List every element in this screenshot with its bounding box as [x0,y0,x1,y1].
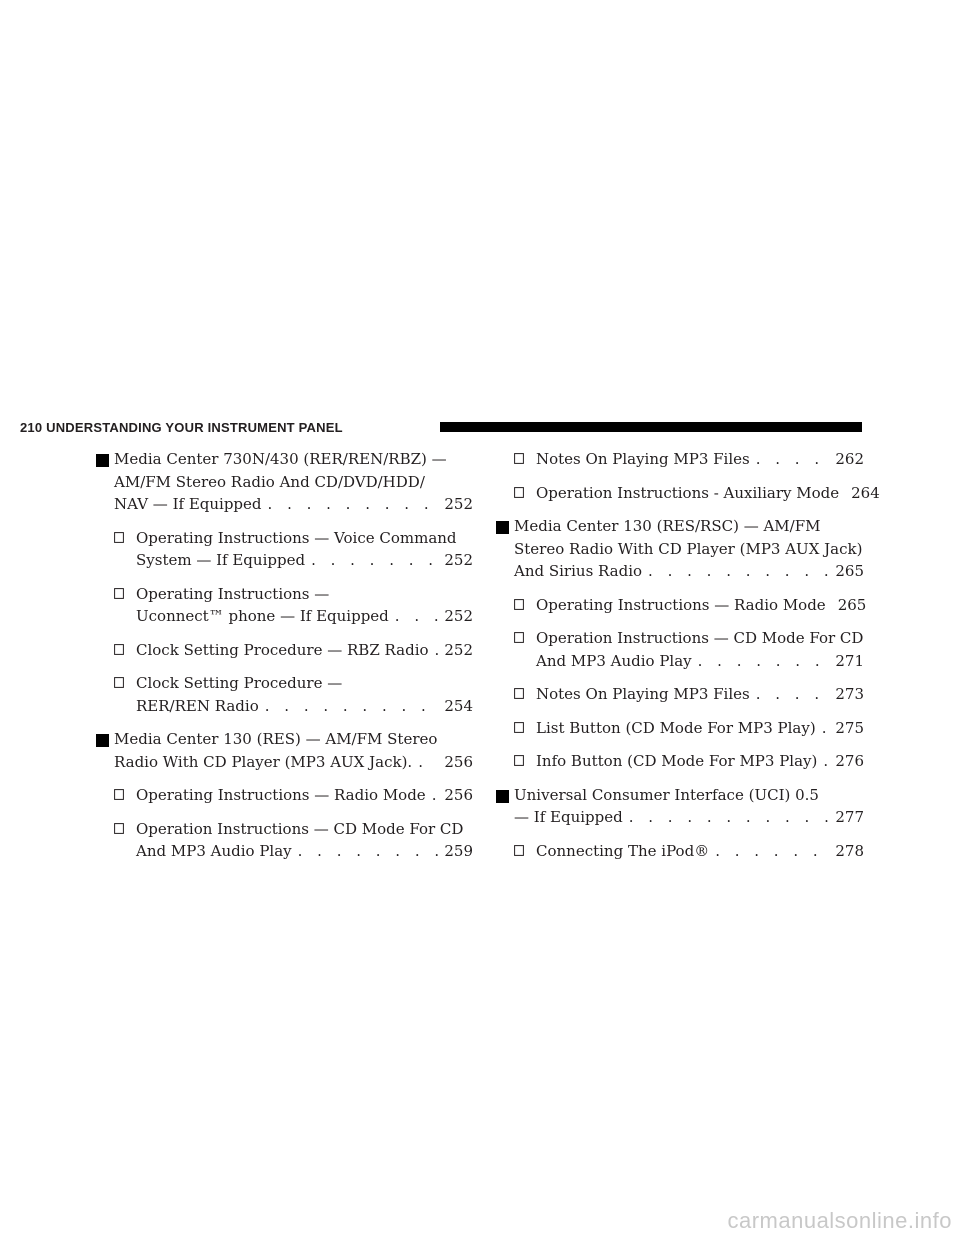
toc-entry[interactable] [114,583,473,628]
toc-entry-line: Universal Consumer Interface (UCI) 0.5 [514,785,819,804]
hollow-square-bullet-icon [114,789,124,800]
toc-entry-last-line [536,594,867,617]
toc-page-number: 273 [835,685,864,703]
toc-page-number: 252 [444,495,473,513]
dot-leader [418,751,438,774]
toc-page-number: 259 [444,842,473,860]
hollow-square-bullet-icon [114,644,124,655]
toc-page-number: 271 [835,651,864,670]
filled-square-bullet-icon [496,790,509,803]
toc-entry-last-line [136,784,473,807]
hollow-square-bullet-icon [514,755,524,766]
toc-entry-title: Info Button (CD Mode For MP3 Play) [536,752,818,770]
dot-leader [432,784,439,807]
toc-entry-line: Operating Instructions — Voice Command [136,528,457,547]
toc-entry-last-line [136,605,473,628]
hollow-square-bullet-icon [514,599,524,610]
hollow-square-bullet-icon [114,532,124,543]
toc-page-number: 256 [444,752,473,771]
toc-entry-title: RER/REN Radio [136,696,259,715]
toc-entry[interactable] [514,627,864,672]
dot-leader [698,650,830,673]
toc-page-number: 256 [444,786,473,804]
toc-entry[interactable] [514,683,864,706]
page-header-text: 210 UNDERSTANDING YOUR INSTRUMENT PANEL [20,420,343,435]
filled-square-bullet-icon [96,734,109,747]
toc-entry[interactable] [114,639,473,662]
toc-entry-title: — If Equipped [514,808,623,826]
toc-column-left [96,448,473,874]
toc-entry[interactable] [514,448,864,471]
toc-entry[interactable] [114,818,473,863]
hollow-square-bullet-icon [514,722,524,733]
toc-entry-line: Media Center 730N/430 (RER/REN/RBZ) — [114,450,447,468]
toc-page-number: 264 [851,483,880,502]
dot-leader [822,717,830,740]
toc-page-number: 265 [837,595,867,614]
toc-page-number: 252 [444,551,473,569]
toc-entry-line: Media Center 130 (RES) — AM/FM Stereo [114,730,438,748]
toc-entry-last-line [114,493,473,516]
toc-entry-last-line [136,840,473,863]
toc-entry-title: Uconnect™ phone — If Equipped [136,607,389,625]
hollow-square-bullet-icon [514,688,524,699]
toc-entry-last-line [536,717,864,740]
toc-entry-last-line [536,683,864,706]
toc-entry[interactable] [96,728,473,773]
toc-entry[interactable] [114,672,473,717]
toc-entry-title: And MP3 Audio Play [536,651,692,670]
dot-leader [629,806,830,829]
toc-entry-title: Connecting The iPod® [536,841,710,860]
toc-page-number: 276 [835,752,864,770]
toc-entry-line: Stereo Radio With CD Player (MP3 AUX Jack) [514,539,863,558]
toc-entry-title: System — If Equipped [136,551,306,569]
toc-entry-title: Operating Instructions — Radio Mode [536,595,826,614]
hollow-square-bullet-icon [514,487,524,498]
toc-page-number: 262 [835,450,864,468]
toc-entry-line: Operating Instructions — [136,584,330,603]
toc-entry-title: List Button (CD Mode For MP3 Play) [536,718,816,737]
dot-leader [265,695,439,718]
toc-entry-line: AM/FM Stereo Radio And CD/DVD/HDD/ [114,472,425,491]
toc-entry-line: Clock Setting Procedure — [136,674,343,692]
toc-entry[interactable] [96,448,473,516]
dot-leader [268,493,439,516]
dot-leader [715,840,829,863]
toc-entry[interactable] [496,784,864,829]
toc-entry-title: Operation Instructions - Auxiliary Mode [536,483,840,502]
toc-entry-title: And Sirius Radio [514,562,643,580]
toc-entry-last-line [514,806,864,829]
dot-leader [756,683,830,706]
filled-square-bullet-icon [96,454,109,467]
dot-leader [298,840,439,863]
dot-leader [823,750,829,773]
hollow-square-bullet-icon [114,823,124,834]
toc-entry[interactable] [514,482,880,505]
toc-entry-title: And MP3 Audio Play [136,842,292,860]
toc-entry-line: Operation Instructions — CD Mode For CD [536,629,864,647]
toc-entry-last-line [536,840,864,863]
hollow-square-bullet-icon [514,632,524,643]
toc-entry-line: Operation Instructions — CD Mode For CD [136,819,464,838]
page-header [20,419,862,437]
toc-entry-title: Clock Setting Procedure — RBZ Radio [136,640,429,659]
toc-entry[interactable] [514,594,867,617]
toc-entry-last-line [536,650,864,673]
toc-entry-last-line [536,750,864,773]
dot-leader [756,448,830,471]
toc-entry-last-line [136,549,473,572]
toc-entry[interactable] [114,784,473,807]
toc-entry-last-line [136,639,473,662]
dot-leader [435,639,439,662]
toc-page-number: 277 [835,808,864,826]
dot-leader [648,560,829,583]
toc-page-number: 252 [444,607,473,625]
toc-entry-last-line [536,482,880,505]
toc-page-number: 252 [444,640,473,659]
toc-entry[interactable] [496,515,864,583]
toc-entry[interactable] [514,750,864,773]
toc-page-number: 275 [835,718,864,737]
toc-entry-title: Notes On Playing MP3 Files [536,450,750,468]
toc-entry-line: Media Center 130 (RES/RSC) — AM/FM [514,517,821,535]
hollow-square-bullet-icon [114,588,124,599]
hollow-square-bullet-icon [514,453,524,464]
toc-entry-title: Notes On Playing MP3 Files [536,685,750,703]
toc-page-number: 265 [835,562,864,580]
toc-entry[interactable] [514,717,864,740]
toc-entry[interactable] [514,840,864,863]
toc-entry-title: Radio With CD Player (MP3 AUX Jack). [114,752,413,771]
toc-entry-title: Operating Instructions — Radio Mode [136,786,426,804]
toc-entry-title: NAV — If Equipped [114,495,262,513]
dot-leader [311,549,438,572]
toc-column-right [496,448,880,873]
hollow-square-bullet-icon [114,677,124,688]
header-rule [440,422,862,432]
toc-page-number: 254 [444,696,473,715]
toc-entry-last-line [136,695,473,718]
dot-leader [395,605,439,628]
toc-page-number: 278 [835,841,864,860]
toc-entry-last-line [536,448,864,471]
filled-square-bullet-icon [496,521,509,534]
hollow-square-bullet-icon [514,845,524,856]
toc-entry-last-line [114,751,473,774]
toc-entry[interactable] [114,527,473,572]
toc-entry-last-line [514,560,864,583]
watermark: carmanualsonline.info [727,1208,952,1233]
